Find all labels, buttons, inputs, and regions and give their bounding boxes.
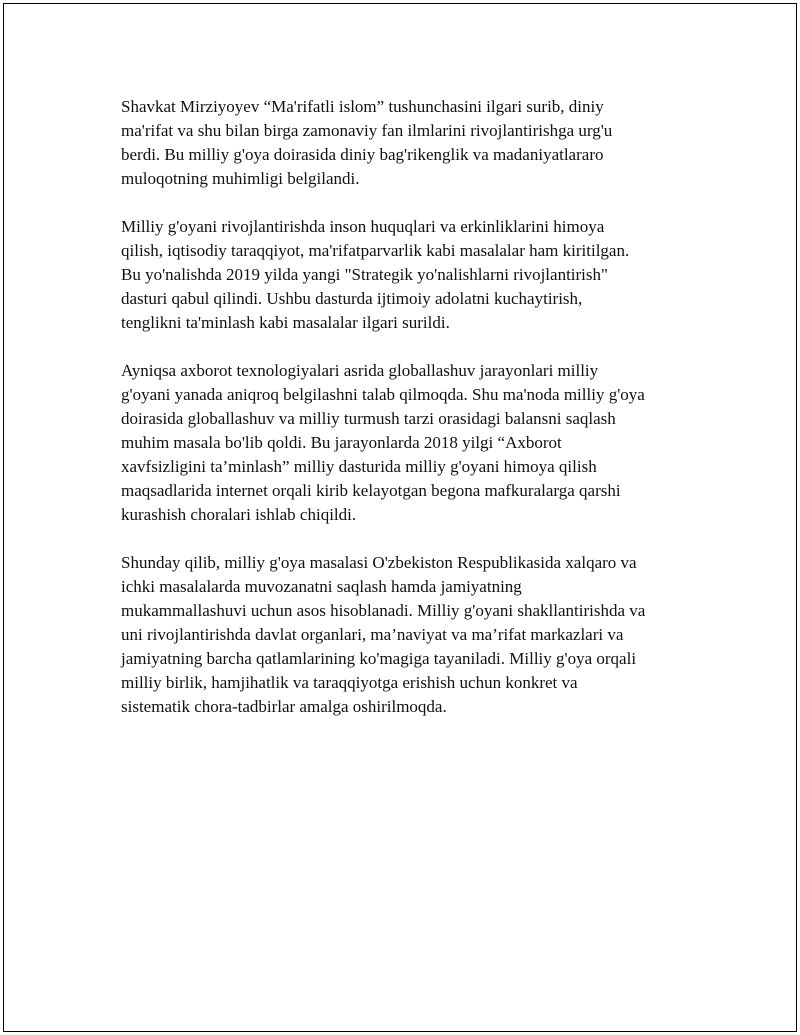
- text-line: g'oyani yanada aniqroq belgilashni talab qilmoqda. Shu ma'noda milliy g'oya: [121, 385, 645, 404]
- text-line: Milliy g'oyani rivojlantirishda inson huquqlari va erkinliklarini himoya: [121, 217, 605, 236]
- text-line: mukammallashuvi uchun asos hisoblanadi. Milliy g'oyani shakllantirishda va: [121, 601, 646, 620]
- paragraph-2: [121, 215, 696, 335]
- text-line: xavfsizligini ta’minlash” milliy dasturida milliy g'oyani himoya qilish: [121, 457, 597, 476]
- page-frame: [3, 3, 797, 1032]
- text-line: tenglikni ta'minlash kabi masalalar ilgari surildi.: [121, 313, 450, 332]
- text-line: maqsadlarida internet orqali kirib kelayotgan begona mafkuralarga qarshi: [121, 481, 621, 500]
- text-line: kurashish choralari ishlab chiqildi.: [121, 505, 357, 524]
- document-body: [121, 95, 696, 743]
- text-line: uni rivojlantirishda davlat organlari, ma’naviyat va ma’rifat markazlari va: [121, 625, 624, 644]
- text-line: ma'rifat va shu bilan birga zamonaviy fan ilmlarini rivojlantirishga urg'u: [121, 121, 613, 140]
- paragraph-4: [121, 551, 696, 719]
- text-line: Bu yo'nalishda 2019 yilda yangi "Strategik yo'nalishlarni rivojlantirish": [121, 265, 608, 284]
- text-line: doirasida globallashuv va milliy turmush tarzi orasidagi balansni saqlash: [121, 409, 616, 428]
- paragraph-3: [121, 359, 696, 527]
- paragraph-1: [121, 95, 696, 191]
- text-line: Shavkat Mirziyoyev “Ma'rifatli islom” tushunchasini ilgari surib, diniy: [121, 97, 604, 116]
- text-line: muloqotning muhimligi belgilandi.: [121, 169, 360, 188]
- text-line: Ayniqsa axborot texnologiyalari asrida globallashuv jarayonlari milliy: [121, 361, 599, 380]
- text-line: Shunday qilib, milliy g'oya masalasi O'zbekiston Respublikasida xalqaro va: [121, 553, 637, 572]
- text-line: jamiyatning barcha qatlamlarining ko'magiga tayaniladi. Milliy g'oya orqali: [121, 649, 637, 668]
- text-line: ichki masalalarda muvozanatni saqlash hamda jamiyatning: [121, 577, 522, 596]
- text-line: qilish, iqtisodiy taraqqiyot, ma'rifatparvarlik kabi masalalar ham kiritilgan.: [121, 241, 630, 260]
- text-line: dasturi qabul qilindi. Ushbu dasturda ijtimoiy adolatni kuchaytirish,: [121, 289, 583, 308]
- text-line: sistematik chora-tadbirlar amalga oshirilmoqda.: [121, 697, 447, 716]
- text-line: muhim masala bo'lib qoldi. Bu jarayonlarda 2018 yilgi “Axborot: [121, 433, 562, 452]
- text-line: berdi. Bu milliy g'oya doirasida diniy bag'rikenglik va madaniyatlararo: [121, 145, 604, 164]
- text-line: milliy birlik, hamjihatlik va taraqqiyotga erishish uchun konkret va: [121, 673, 578, 692]
